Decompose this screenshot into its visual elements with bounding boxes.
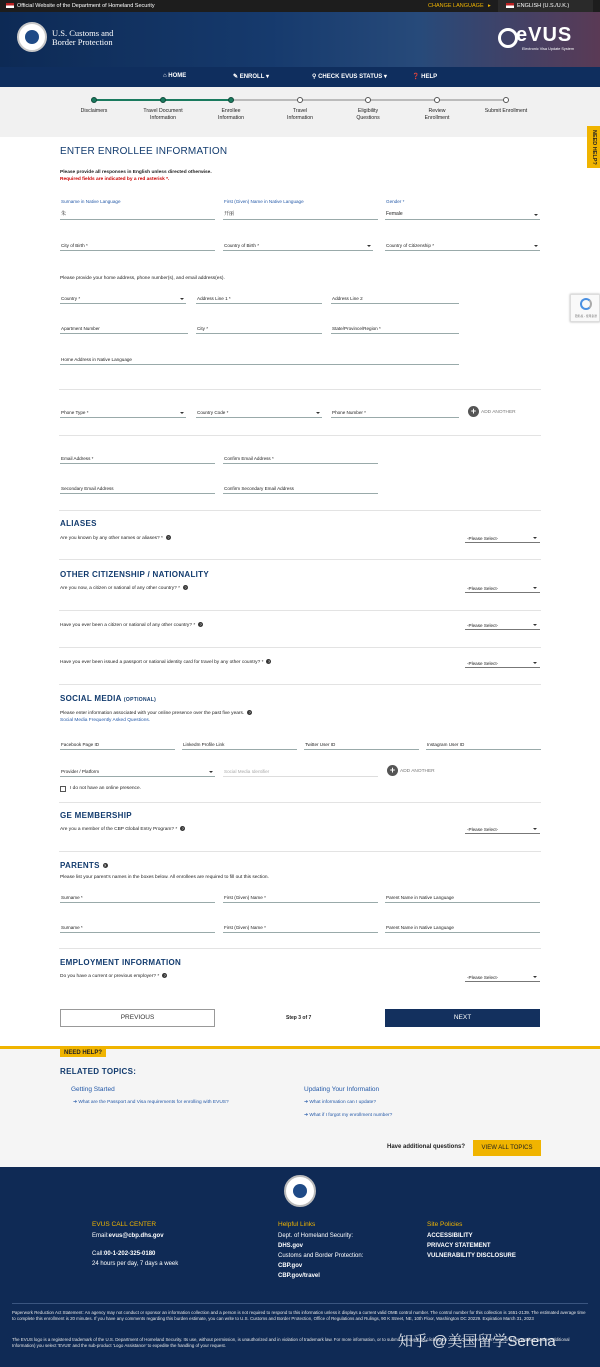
site-policies-heading: Site Policies xyxy=(427,1221,463,1228)
dhs-link[interactable]: DHS.gov xyxy=(278,1243,304,1249)
instagram-label: Instagram User ID xyxy=(427,742,465,747)
caret-down-icon xyxy=(533,624,537,626)
parent2-native-label: Parent Name in Native Language xyxy=(386,925,454,930)
confirm-secondary-email-field[interactable] xyxy=(223,482,378,494)
plus-icon: + xyxy=(468,406,479,417)
vulnerability-link[interactable]: VULNERABILITY DISCLOSURE xyxy=(427,1253,516,1259)
updating-info-heading: Updating Your Information xyxy=(304,1086,380,1093)
ge-membership-heading: GE MEMBERSHIP xyxy=(60,811,132,820)
step-label-4 xyxy=(270,108,330,122)
change-language-link[interactable]: CHANGE LANGUAGE xyxy=(428,3,484,9)
aliases-select[interactable] xyxy=(465,533,540,543)
passport-visa-link-text: What are the Passport and Visa requirements for enrolling with EVUS? xyxy=(78,1100,229,1105)
parent1-native-field[interactable] xyxy=(385,891,540,903)
nav-check-status[interactable] xyxy=(312,73,387,80)
home-address-native-field[interactable] xyxy=(60,353,459,365)
gender-label: Gender * xyxy=(386,199,405,204)
email-label: Email: xyxy=(92,1233,109,1239)
address-line-2-field[interactable] xyxy=(331,292,459,304)
social-media-note xyxy=(60,710,252,716)
help-icon[interactable]: ? xyxy=(199,622,202,627)
twitter-field[interactable] xyxy=(304,738,419,750)
gender-select[interactable] xyxy=(385,199,540,220)
paperwork-statement: Paperwork Reduction Act Statement: An agency may not conduct or sponsor an information collection and a person is not required to respond to this information unless it displays a current valid OMB control number. The control number for this collection is 1651-2139. The estimated average time to complete this enrollment is 20 minutes. If you have any comments regarding this burden estimate, you can write to U.S. Customs and Border Protection, Office of Regulations and Rulings, 90 K Street, NE, 10th Floor, Washington DC 20229. Expiration March 31, 2023 xyxy=(12,1310,586,1321)
employment-select[interactable] xyxy=(465,972,540,982)
citizenship-question-3-text: Have you ever been issued a passport or national identity card for travel by any other country? * xyxy=(60,659,264,665)
call-center-email-link[interactable]: evus@cbp.dhs.gov xyxy=(108,1233,164,1239)
agency-line-1: U.S. Customs and xyxy=(52,28,114,38)
address-line-1-field[interactable] xyxy=(196,292,322,304)
parent2-given-field[interactable] xyxy=(223,921,378,933)
search-icon: ⚲ xyxy=(312,74,317,80)
nav-home-label: HOME xyxy=(168,73,187,79)
caret-down-icon xyxy=(533,662,537,664)
pencil-icon: ✎ xyxy=(233,74,239,80)
divider xyxy=(59,647,541,648)
parent1-given-field[interactable] xyxy=(223,891,378,903)
parent2-native-field[interactable] xyxy=(385,921,540,933)
state-field[interactable] xyxy=(331,322,459,334)
parent1-surname-label: Surname * xyxy=(61,895,83,900)
given-native-value: 开丽 xyxy=(224,211,235,217)
city-of-birth-field[interactable] xyxy=(60,239,215,251)
parents-title: PARENTS xyxy=(60,861,100,870)
phone-type-select[interactable] xyxy=(60,406,186,418)
dhs-seal-icon[interactable] xyxy=(17,22,47,52)
step-label-line-1: Submit Enrollment xyxy=(484,108,528,114)
update-info-link-text: What information can I update? xyxy=(309,1100,377,1105)
evus-logo-text: eVUS xyxy=(516,24,573,46)
citizenship-question-1 xyxy=(60,585,188,591)
help-icon[interactable]: ? xyxy=(181,826,184,831)
city-of-birth-label: City of Birth * xyxy=(61,243,88,248)
step-label-line-1: Enrollee xyxy=(221,108,241,114)
language-selector[interactable] xyxy=(498,0,593,12)
surname-native-value: 朱 xyxy=(61,211,67,217)
step-dot-4 xyxy=(297,97,303,103)
plus-icon: + xyxy=(387,765,398,776)
privacy-link[interactable]: PRIVACY STATEMENT xyxy=(427,1243,491,1249)
employment-question xyxy=(60,973,167,979)
cbp-label: Customs and Border Protection: xyxy=(278,1253,364,1259)
need-help-tab[interactable]: NEED HELP? xyxy=(587,126,600,168)
evus-logo-subtitle: Electronic Visa Update System xyxy=(522,47,575,51)
citizenship-select-3[interactable] xyxy=(465,658,540,668)
secondary-email-label: Secondary Email Address xyxy=(61,486,114,491)
help-icon[interactable]: ? xyxy=(167,535,170,540)
step-dot-7 xyxy=(503,97,509,103)
step-dot-2 xyxy=(160,97,166,103)
caret-down-icon xyxy=(180,412,184,414)
country-of-citizenship-select[interactable] xyxy=(385,239,540,251)
arrow-right-icon: ➜ xyxy=(304,1113,310,1118)
step-label-line-2: Enrollment xyxy=(424,115,450,121)
help-icon[interactable]: ? xyxy=(248,710,251,715)
citizenship-select-3-value: -Please Select- xyxy=(467,661,499,666)
agency-line-2: Border Protection xyxy=(52,37,113,47)
step-label-6 xyxy=(407,108,467,122)
caret-down-icon xyxy=(316,412,320,414)
caret-down-icon xyxy=(533,587,537,589)
step-label-line-1: Travel Document xyxy=(143,108,183,114)
home-address-native-label: Home Address in Native Language xyxy=(61,357,132,362)
help-icon[interactable]: ? xyxy=(103,863,107,869)
address-line-2-label: Address Line 2 xyxy=(332,296,363,301)
nav-home[interactable] xyxy=(163,73,186,79)
next-button[interactable]: NEXT xyxy=(385,1009,540,1027)
caret-down-icon xyxy=(533,828,537,830)
confirm-email-field[interactable] xyxy=(223,452,378,464)
progress-tracker xyxy=(0,87,600,137)
step-label-1 xyxy=(64,108,124,115)
aliases-heading: ALIASES xyxy=(60,519,97,528)
given-native-label: First (Given) Name in Native Language xyxy=(224,199,304,204)
passport-visa-link[interactable] xyxy=(73,1100,229,1105)
citizenship-select-1-value: -Please Select- xyxy=(467,586,499,591)
address-note: Please provide your home address, phone number(s), and email address(es). xyxy=(60,276,225,281)
arrow-right-icon: ➜ xyxy=(304,1100,310,1105)
parent2-surname-label: Surname * xyxy=(61,925,83,930)
divider xyxy=(59,610,541,611)
phone-number-label: Phone Number * xyxy=(332,410,366,415)
site-header xyxy=(0,12,600,67)
dhs-seal-icon xyxy=(284,1175,316,1207)
surname-native-label: Surname in Native Language xyxy=(61,199,121,204)
citizenship-select-2-value: -Please Select- xyxy=(467,623,499,628)
divider xyxy=(59,802,541,803)
country-of-birth-label: Country of Birth * xyxy=(224,243,259,248)
country-label: Country * xyxy=(61,296,81,301)
step-label-5 xyxy=(338,108,398,122)
add-phone-label: ADD ANOTHER xyxy=(481,409,516,415)
forgot-number-link[interactable] xyxy=(304,1113,392,1118)
language-value: ENGLISH (U.S./U.K.) xyxy=(517,3,570,9)
call-center-heading: EVUS CALL CENTER xyxy=(92,1221,157,1228)
help-section xyxy=(0,1046,600,1167)
country-code-label: Country Code * xyxy=(197,410,229,415)
social-identifier-field[interactable] xyxy=(223,765,378,777)
nav-check-label: CHECK EVUS STATUS xyxy=(318,74,383,80)
state-label: State/Province/Region * xyxy=(332,326,381,331)
caret-down-icon xyxy=(533,976,537,978)
nav-help-label: HELP xyxy=(421,74,438,80)
city-label: City * xyxy=(197,326,208,331)
nav-enroll-label: ENROLL xyxy=(239,74,265,80)
step-label-line-1: Eligibility xyxy=(357,108,379,114)
apartment-field[interactable] xyxy=(60,322,188,334)
ge-question xyxy=(60,826,185,832)
parents-heading xyxy=(60,861,108,870)
divider xyxy=(59,510,541,511)
recaptcha-icon xyxy=(580,298,592,310)
facebook-field[interactable] xyxy=(60,738,175,750)
citizenship-question-1-text: Are you now, a citizen or national of any other country? * xyxy=(60,585,180,591)
country-code-select[interactable] xyxy=(196,406,322,418)
call-label: Call: xyxy=(92,1251,105,1257)
english-note: Please provide all responses in English unless directed otherwise. xyxy=(60,170,212,175)
step-dot-1 xyxy=(91,97,97,103)
citizenship-question-3 xyxy=(60,659,271,665)
parent1-native-label: Parent Name in Native Language xyxy=(386,895,454,900)
divider xyxy=(59,948,541,949)
step-label-line-1: Review xyxy=(428,108,446,114)
parent2-given-label: First (Given) Name * xyxy=(224,925,266,930)
step-label-3 xyxy=(201,108,261,122)
secondary-email-field[interactable] xyxy=(60,482,215,494)
need-help-badge: NEED HELP? xyxy=(60,1049,106,1057)
twitter-label: Twitter User ID xyxy=(305,742,336,747)
phone-type-label: Phone Type * xyxy=(61,410,89,415)
home-icon: ⌂ xyxy=(163,73,167,79)
call-center-email xyxy=(92,1231,164,1241)
social-identifier-label: Social Media Identifier xyxy=(224,769,270,774)
cbp-link[interactable]: CBP.gov xyxy=(278,1263,303,1269)
instagram-field[interactable] xyxy=(426,738,541,750)
phone-number-field[interactable] xyxy=(331,406,459,418)
optional-label: (OPTIONAL) xyxy=(123,697,157,703)
site-footer xyxy=(0,1167,600,1367)
main-navigation xyxy=(0,67,600,87)
caret-down-icon xyxy=(180,298,184,300)
official-banner xyxy=(0,0,600,12)
social-media-note-text: Please enter information associated with your online presence over the past five years. xyxy=(60,710,245,716)
citizenship-heading: OTHER CITIZENSHIP / NATIONALITY xyxy=(60,570,210,579)
getting-started-heading: Getting Started xyxy=(71,1086,115,1093)
call-center-phone xyxy=(92,1249,155,1259)
step-label-7 xyxy=(476,108,536,115)
related-topics-heading: RELATED TOPICS: xyxy=(60,1067,137,1076)
aliases-question-text: Are you known by any other names or aliases? * xyxy=(60,535,163,541)
parents-note: Please list your parent's names in the boxes below. All enrollees are required to fill out this section. xyxy=(60,875,269,880)
caret-down-icon: ▾ xyxy=(265,74,269,80)
cbp-travel-link[interactable]: CBP.gov/travel xyxy=(278,1273,320,1279)
citizenship-question-2 xyxy=(60,622,203,628)
surname-native-field[interactable] xyxy=(60,199,215,220)
divider xyxy=(59,684,541,685)
divider xyxy=(59,851,541,852)
gender-value: Female xyxy=(386,211,403,217)
step-dot-5 xyxy=(365,97,371,103)
view-all-topics-button[interactable]: VIEW ALL TOPICS xyxy=(473,1140,541,1156)
step-label-line-2: Information xyxy=(218,115,244,121)
linkedin-label: LinkedIn Profile Link xyxy=(183,742,225,747)
trademark-statement: The EVUS logo is a registered trademark of the U.S. Department of Homeland Security. Its use, without permission, is unauthorized and in violation of trademark law. For more information, or to submit a request by clicking on 'Ask a Question.' When selecting the product (under Additional Information) you select 'EVUS' and the sub-product 'Logo Assistance' to expedite the handling of your request. xyxy=(12,1337,570,1348)
accessibility-link[interactable]: ACCESSIBILITY xyxy=(427,1233,473,1239)
divider xyxy=(59,559,541,560)
country-of-citizenship-label: Country of Citizenship * xyxy=(386,243,435,248)
confirm-email-label: Confirm Email Address * xyxy=(224,456,274,461)
step-dot-3 xyxy=(228,97,234,103)
parent2-surname-field[interactable] xyxy=(60,921,215,933)
social-media-heading xyxy=(60,694,156,703)
divider xyxy=(59,389,541,390)
call-center-hours: 24 hours per day, 7 days a week xyxy=(92,1261,179,1267)
confirm-secondary-email-label: Confirm Secondary Email Address xyxy=(224,486,294,491)
caret-down-icon xyxy=(534,245,538,247)
us-flag-icon xyxy=(6,3,14,8)
parent1-given-label: First (Given) Name * xyxy=(224,895,266,900)
add-phone-button[interactable] xyxy=(468,406,516,417)
step-label-line-1: Disclaimers xyxy=(80,108,108,114)
apartment-label: Apartment Number xyxy=(61,326,100,331)
chevron-right-icon: ▸ xyxy=(488,3,491,9)
caret-down-icon xyxy=(367,245,371,247)
country-select[interactable] xyxy=(60,292,186,304)
question-icon: ❓ xyxy=(412,74,420,80)
caret-down-icon xyxy=(209,771,213,773)
country-of-birth-select[interactable] xyxy=(223,239,373,251)
aliases-question xyxy=(60,535,171,541)
aliases-select-value: -Please Select- xyxy=(467,536,499,541)
nav-help[interactable] xyxy=(412,73,437,80)
citizenship-select-1[interactable] xyxy=(465,583,540,593)
previous-button[interactable]: PREVIOUS xyxy=(60,1009,215,1027)
footer-divider xyxy=(12,1303,588,1304)
helpful-links-heading: Helpful Links xyxy=(278,1221,316,1228)
step-label-line-2: Questions xyxy=(356,115,380,121)
evus-logo[interactable] xyxy=(498,22,586,56)
help-icon[interactable]: ? xyxy=(267,659,271,664)
step-label-2 xyxy=(133,108,193,122)
step-indicator: Step 3 of 7 xyxy=(286,1015,312,1021)
call-center-phone-value: 00-1-202-325-0180 xyxy=(104,1251,156,1257)
help-icon[interactable]: ? xyxy=(163,973,166,978)
forgot-number-link-text: What if I forgot my enrollment number? xyxy=(309,1113,393,1118)
step-label-line-2: Information xyxy=(150,115,176,121)
employment-heading: EMPLOYMENT INFORMATION xyxy=(60,958,182,967)
no-online-presence-label: I do not have an online presence. xyxy=(70,786,141,791)
step-dot-6 xyxy=(434,97,440,103)
address-line-1-label: Address Line 1 * xyxy=(197,296,231,301)
caret-down-icon xyxy=(534,214,538,216)
agency-name xyxy=(52,29,113,47)
social-media-faq-link[interactable]: Social Media Frequently Asked Questions. xyxy=(60,718,151,723)
caret-down-icon xyxy=(533,537,537,539)
recaptcha-text: 隐私权 - 使用条款 xyxy=(574,314,598,318)
required-note: Required fields are indicated by a red asterisk *. xyxy=(60,177,170,182)
step-label-line-2: Information xyxy=(287,115,313,121)
update-info-link[interactable] xyxy=(304,1100,376,1105)
city-field[interactable] xyxy=(196,322,322,334)
additional-questions-text: Have additional questions? xyxy=(387,1144,466,1150)
arrow-right-icon: ➜ xyxy=(73,1100,79,1105)
ge-select-value: -Please Select- xyxy=(467,827,499,832)
divider xyxy=(59,435,541,436)
social-provider-select[interactable] xyxy=(60,765,215,777)
watermark: 知乎 @美国留学Serena xyxy=(398,1333,556,1350)
ge-question-text: Are you a member of the CBP Global Entry Program? * xyxy=(60,826,178,832)
parent1-surname-field[interactable] xyxy=(60,891,215,903)
linkedin-field[interactable] xyxy=(182,738,297,750)
employment-select-value: -Please Select- xyxy=(467,975,499,980)
flag-icon xyxy=(506,3,514,8)
social-media-title: SOCIAL MEDIA xyxy=(60,694,122,703)
add-social-button[interactable] xyxy=(387,765,435,776)
ge-select[interactable] xyxy=(465,824,540,834)
recaptcha-badge[interactable] xyxy=(570,294,600,322)
social-provider-label: Provider / Platform xyxy=(61,769,100,774)
caret-down-icon: ▾ xyxy=(383,74,387,80)
add-social-label: ADD ANOTHER xyxy=(400,768,435,774)
email-field[interactable] xyxy=(60,452,215,464)
citizenship-question-2-text: Have you ever been a citizen or national of any other country? * xyxy=(60,622,196,628)
dhs-label: Dept. of Homeland Security: xyxy=(278,1233,354,1239)
email-label: Email Address * xyxy=(61,456,94,461)
official-text: Official Website of the Department of Homeland Security xyxy=(17,3,155,9)
citizenship-select-2[interactable] xyxy=(465,620,540,630)
facebook-label: Facebook Page ID xyxy=(61,742,100,747)
page-title: ENTER ENROLLEE INFORMATION xyxy=(60,146,228,157)
given-native-field[interactable] xyxy=(223,199,378,220)
step-label-line-1: Travel xyxy=(292,108,308,114)
employment-question-text: Do you have a current or previous employer? * xyxy=(60,973,160,979)
no-online-presence-checkbox[interactable] xyxy=(60,786,66,792)
nav-enroll[interactable] xyxy=(233,73,269,80)
help-icon[interactable]: ? xyxy=(184,585,187,590)
